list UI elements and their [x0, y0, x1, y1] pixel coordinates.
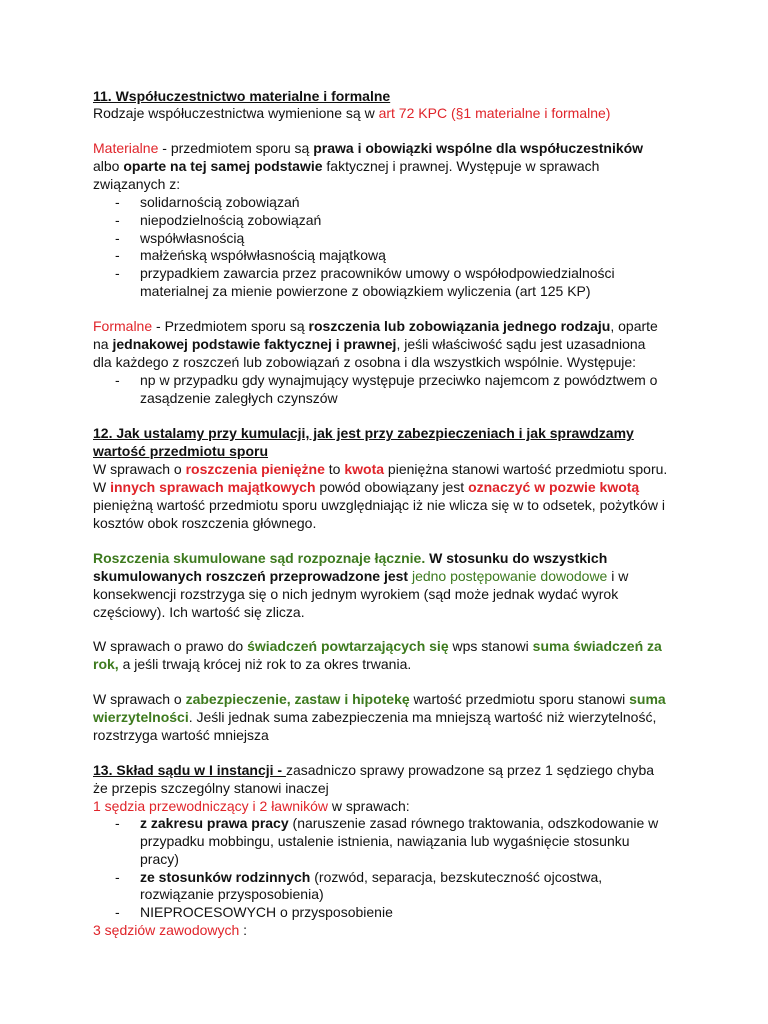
paragraph-line: 1 sędzia przewodniczący i 2 ławników w sprawach:: [93, 798, 410, 814]
bullet-dash: -: [115, 194, 120, 210]
materialne-line-1: Materialne - przedmiotem sporu są prawa i obowiązki wspólne dla współuczestników: [93, 140, 644, 156]
list-item-continuation: rozwiązanie przysposobienia): [140, 886, 324, 902]
section-11-intro: Rodzaje współuczestnictwa wymienione są w art 72 KPC (§1 materialne i formalne): [93, 105, 611, 121]
bullet-dash: -: [115, 212, 120, 228]
list-item: z zakresu prawa pracy (naruszenie zasad równego traktowania, odszkodowanie w: [140, 815, 659, 831]
materialne-line-2: albo oparte na tej samej podstawie faktycznej i prawnej. Występuje w sprawach: [93, 158, 600, 174]
formalne-line-3: dla każdego z roszczeń lub zobowiązań z osobna i dla wszystkich wspólnie. Występuje:: [93, 354, 637, 370]
list-item: NIEPROCESOWYCH o przysposobienie: [140, 904, 393, 920]
bullet-dash: -: [115, 869, 120, 885]
section-11-heading: 11. Współuczestnictwo materialne i formalne: [93, 88, 391, 104]
paragraph-line: W sprawach o prawo do świadczeń powtarzających się wps stanowi suma świadczeń za: [93, 638, 662, 654]
section-13-heading: 13. Skład sądu w I instancji -: [93, 762, 286, 778]
list-item: małżeńską współwłasnością majątkową: [140, 247, 386, 263]
paragraph-line: częściowy). Ich wartość się zlicza.: [93, 604, 305, 620]
paragraph-line: pieniężną wartość przedmiotu sporu uwzględniając iż nie wlicza się w to odsetek, pożytków i: [93, 497, 665, 513]
paragraph-line: wierzytelności. Jeśli jednak suma zabezpieczenia ma mniejszą wartość niż wierzytelność,: [93, 709, 657, 725]
bullet-dash: -: [115, 247, 120, 263]
paragraph-line: kosztów obok roszczenia głównego.: [93, 515, 317, 531]
paragraph-line: W sprawach o roszczenia pieniężne to kwota pieniężna stanowi wartość przedmiotu sporu.: [93, 461, 668, 477]
list-item-continuation: pracy): [140, 851, 179, 867]
list-item: ze stosunków rodzinnych (rozwód, separacja, bezskuteczność ojcostwa,: [140, 869, 603, 885]
article-reference: art 72 KPC (§1 materialne i formalne): [378, 105, 611, 121]
paragraph-line: W innych sprawach majątkowych powód obowiązany jest oznaczyć w pozwie kwotą: [93, 479, 640, 495]
bullet-dash: -: [115, 372, 120, 388]
list-item: np w przypadku gdy wynajmujący występuje przeciwko najemcom z powództwem o: [140, 372, 658, 388]
list-item: solidarnością zobowiązań: [140, 194, 300, 210]
list-item: przypadkiem zawarcia przez pracowników umowy o współodpowiedzialności: [140, 265, 615, 281]
bullet-dash: -: [115, 904, 120, 920]
paragraph-line: skumulowanych roszczeń przeprowadzone jest jedno postępowanie dowodowe i w: [93, 568, 629, 584]
materialne-label: Materialne: [93, 140, 159, 156]
list-item-continuation: zasądzenie zaległych czynszów: [140, 390, 338, 406]
section-12-heading: 12. Jak ustalamy przy kumulacji, jak jest przy zabezpieczeniach i jak sprawdzamy: [93, 425, 634, 441]
section-12-heading-cont: wartość przedmiotu sporu: [93, 443, 269, 459]
paragraph-line: rok, a jeśli trwają krócej niż rok to za okres trwania.: [93, 656, 412, 672]
paragraph-line: Roszczenia skumulowane sąd rozpoznaje łącznie. W stosunku do wszystkich: [93, 550, 608, 566]
formalne-line-2: na jednakowej podstawie faktycznej i prawnej, jeśli właściwość sądu jest uzasadniona: [93, 336, 646, 352]
paragraph-line: konsekwencji rozstrzyga się o nich jednym wyrokiem (sąd może jednak wydać wyrok: [93, 586, 619, 602]
list-item-continuation: przypadku mobbingu, ustalenie istnienia, nawiązania lub wygaśnięcie stosunku: [140, 833, 630, 849]
bullet-dash: -: [115, 230, 120, 246]
formalne-line-1: Formalne - Przedmiotem sporu są roszczenia lub zobowiązania jednego rodzaju, oparte: [93, 318, 658, 334]
formalne-label: Formalne: [93, 318, 153, 334]
paragraph-line: 3 sędziów zawodowych :: [93, 922, 248, 938]
list-item: niepodzielnością zobowiązań: [140, 212, 322, 228]
list-item-continuation: materialnej za mienie powierzone z obowiązkiem wyliczenia (art 125 KP): [140, 283, 591, 299]
paragraph-line: W sprawach o zabezpieczenie, zastaw i hipotekę wartość przedmiotu sporu stanowi suma: [93, 691, 666, 707]
section-13-heading-line: 13. Skład sądu w I instancji - zasadniczo sprawy prowadzone są przez 1 sędziego chyba: [93, 762, 655, 778]
paragraph-line: że przepis szczególny stanowi inaczej: [93, 780, 329, 796]
materialne-line-3: związanych z:: [93, 176, 181, 192]
bullet-dash: -: [115, 815, 120, 831]
bullet-dash: -: [115, 265, 120, 281]
list-item: współwłasnością: [140, 230, 245, 246]
paragraph-line: rozstrzyga wartość mniejsza: [93, 727, 269, 743]
